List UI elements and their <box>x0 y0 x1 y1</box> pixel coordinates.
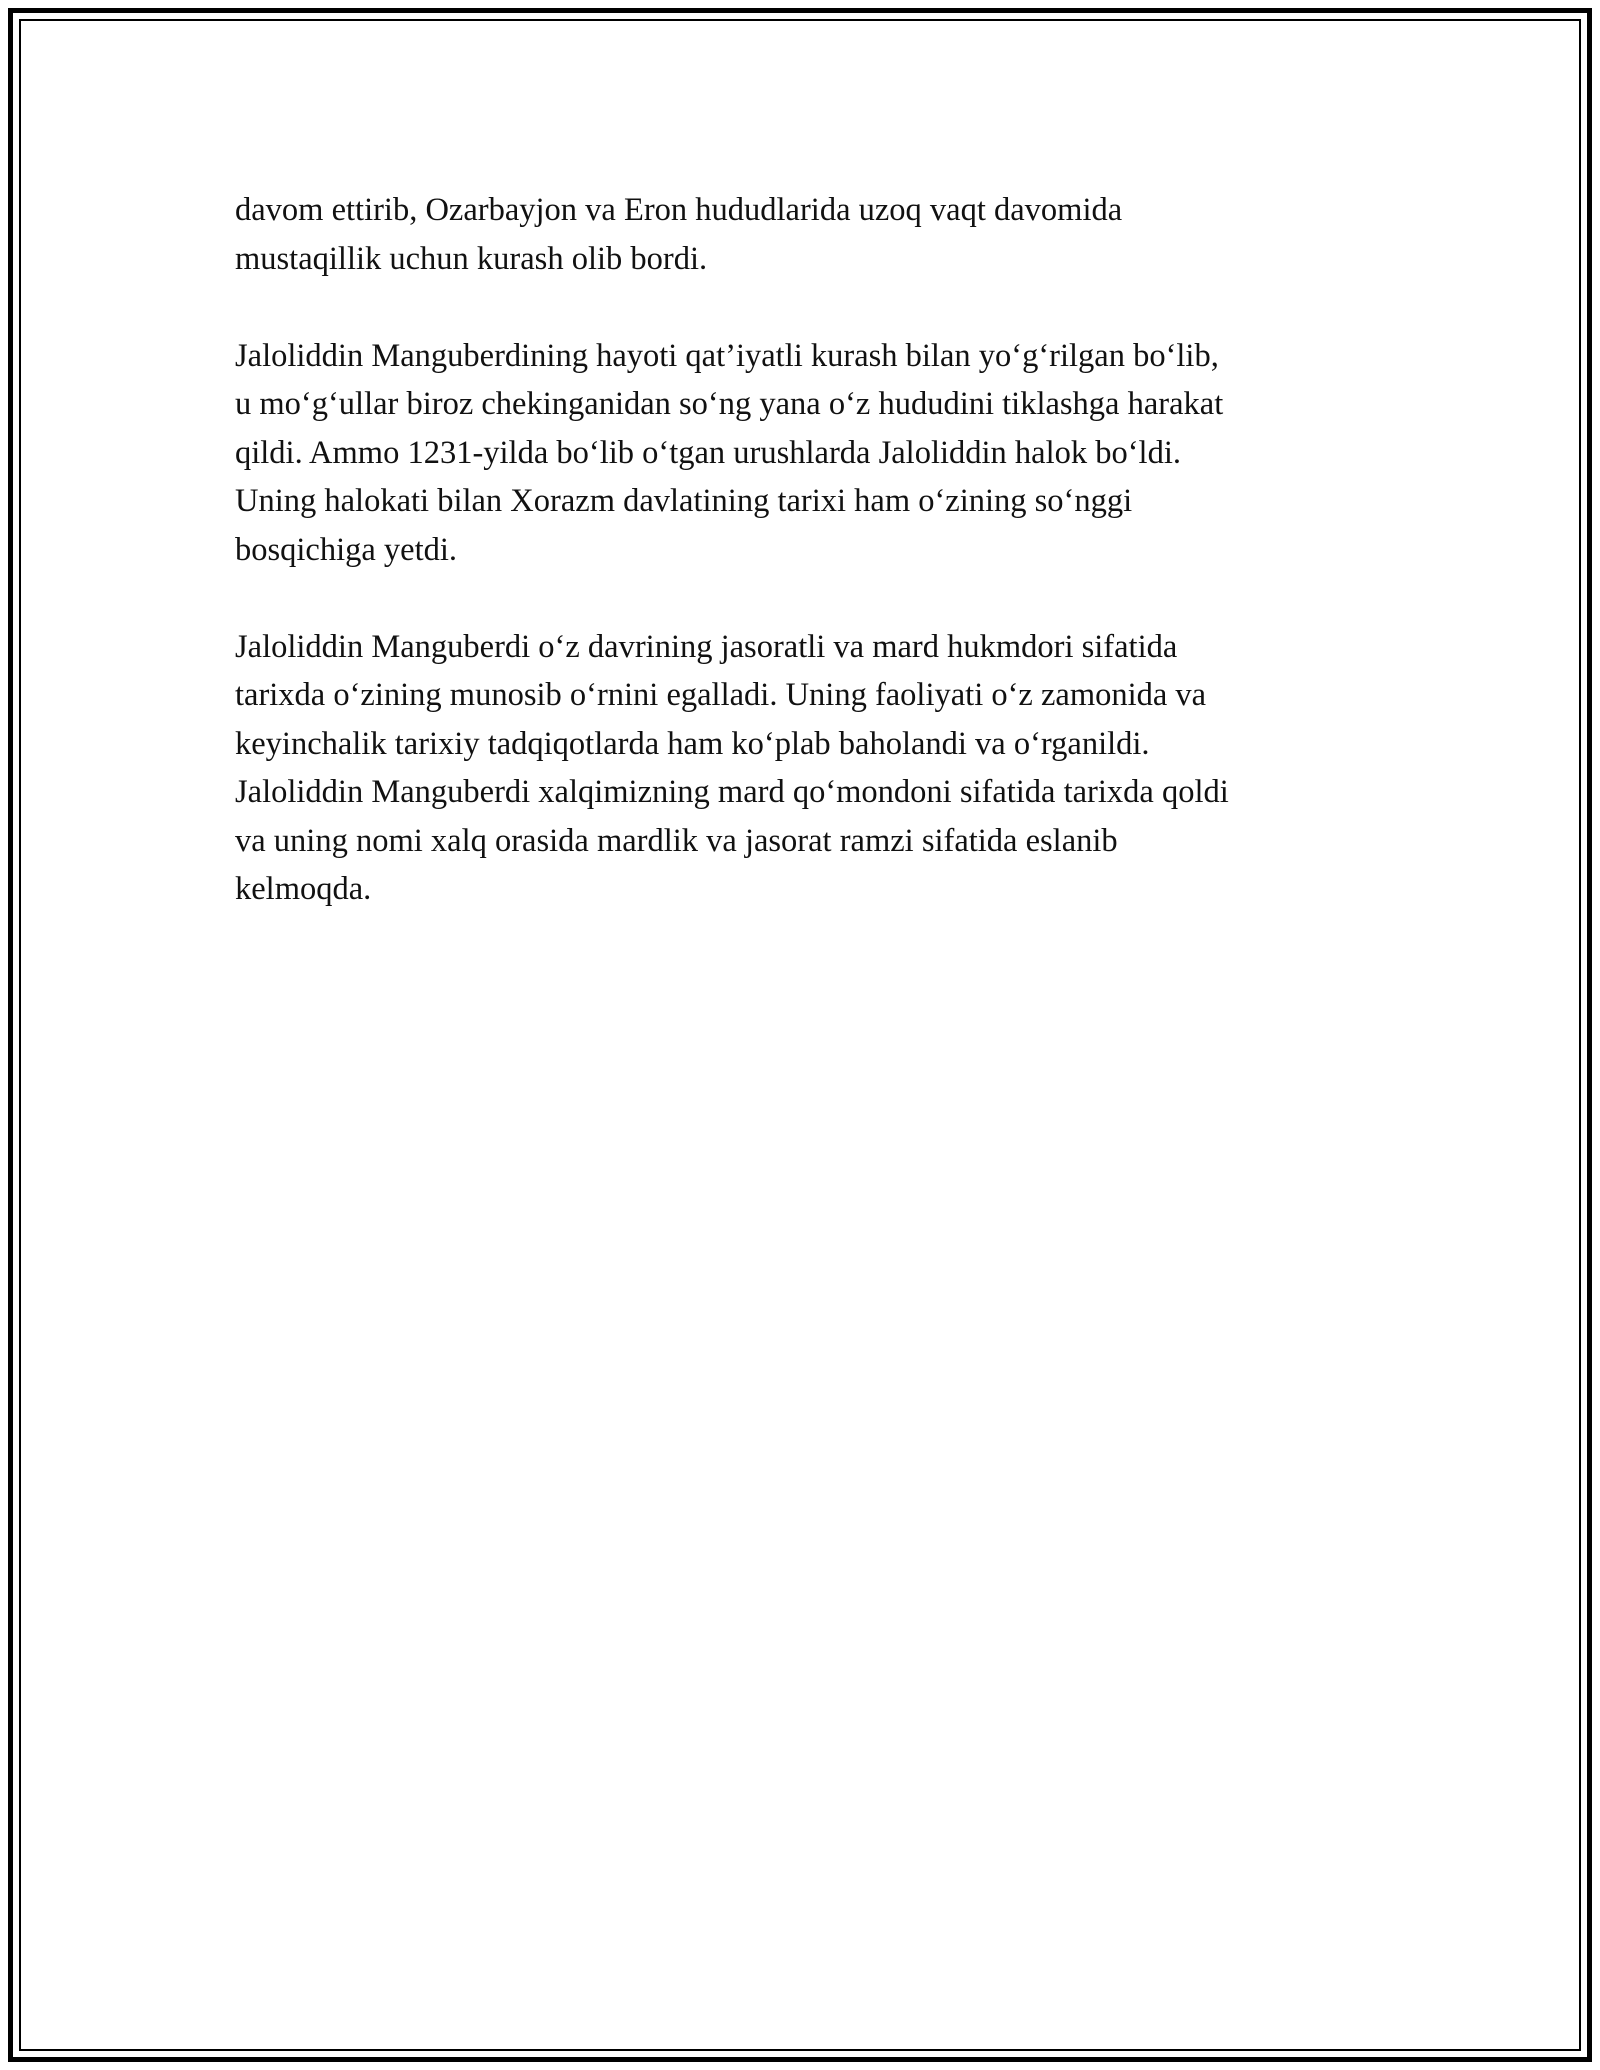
paragraph-2 <box>235 332 1395 575</box>
paragraph-3 <box>235 623 1395 914</box>
text-line: Uning halokati bilan Xorazm davlatining tarixi ham o‘zining so‘nggi <box>235 483 1133 519</box>
paragraph-1 <box>235 186 1395 283</box>
text-line: qildi. Ammo 1231-yilda bo‘lib o‘tgan urushlarda Jaloliddin halok bo‘ldi. <box>235 434 1181 471</box>
text-line: davom ettirib, Ozarbayjon va Eron hududlarida uzoq vaqt davomida <box>235 192 1123 228</box>
text-line: kelmoqda. <box>235 871 372 907</box>
text-line: bosqichiga yetdi. <box>235 531 458 568</box>
text-line: Jaloliddin Manguberdi xalqimizning mard qo‘mondoni sifatida tarixda qoldi <box>235 774 1229 810</box>
text-line: u mo‘g‘ullar biroz chekinganidan so‘ng yana o‘z hududini tiklashga harakat <box>235 386 1224 422</box>
text-line: Jaloliddin Manguberdining hayoti qat’iyatli kurash bilan yo‘g‘rilgan bo‘lib, <box>235 337 1219 374</box>
text-line: Jaloliddin Manguberdi o‘z davrining jasoratli va mard hukmdori sifatida <box>235 628 1178 665</box>
document-body <box>235 186 1395 962</box>
text-line: tarixda o‘zining munosib o‘rnini egalladi. Uning faoliyati o‘z zamonida va <box>235 677 1207 713</box>
text-line: keyinchalik tarixiy tadqiqotlarda ham ko‘plab baholandi va o‘rganildi. <box>235 725 1150 762</box>
text-line: mustaqillik uchun kurash olib bordi. <box>235 240 708 277</box>
text-line: va uning nomi xalq orasida mardlik va jasorat ramzi sifatida eslanib <box>235 822 1118 859</box>
